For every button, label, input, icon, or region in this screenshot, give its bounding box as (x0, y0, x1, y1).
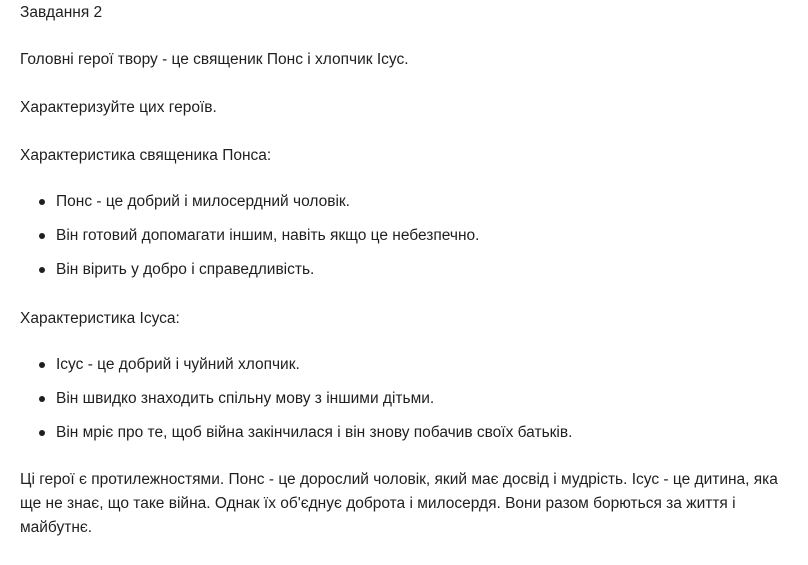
bullet-icon (39, 396, 45, 402)
list-item (20, 353, 800, 377)
task-title: Завдання 2 (20, 4, 103, 21)
intro-paragraph: Головні герої твору - це священик Понс і хлопчик Ісус. (20, 51, 409, 68)
list-item-text: Понс - це добрий і милосердний чоловік. (56, 193, 350, 210)
list-item (20, 421, 800, 445)
list-item-text: Він мріє про те, щоб війна закінчилася і він знову побачив своїх батьків. (56, 424, 573, 441)
list-item-text: Він вірить у добро і справедливість. (56, 261, 315, 278)
pons-heading: Характеристика священика Понса: (20, 147, 272, 164)
list-item-text: Він швидко знаходить спільну мову з іншими дітьми. (56, 390, 435, 407)
list-item (20, 258, 800, 282)
pons-characteristics-list (20, 190, 800, 282)
bullet-icon (39, 233, 45, 239)
list-item-text: Він готовий допомагати іншим, навіть якщо це небезпечно. (56, 227, 480, 244)
bullet-icon (39, 430, 45, 436)
isus-heading: Характеристика Ісуса: (20, 310, 180, 327)
conclusion-paragraph: Ці герої є протилежностями. Понс - це дорослий чоловік, який має досвід і мудрість. Ісус - це дитина, яка ще не знає, що таке війна. Однак їх об'єднує доброта і милосердя. Вони разом борються за життя і майбутнє. (20, 471, 778, 536)
list-item-text: Ісус - це добрий і чуйний хлопчик. (56, 356, 300, 373)
prompt-paragraph: Характеризуйте цих героїв. (20, 99, 217, 116)
bullet-icon (39, 362, 45, 368)
isus-characteristics-list (20, 353, 800, 445)
bullet-icon (39, 199, 45, 205)
list-item (20, 224, 800, 248)
list-item (20, 190, 800, 214)
list-item (20, 387, 800, 411)
bullet-icon (39, 267, 45, 273)
